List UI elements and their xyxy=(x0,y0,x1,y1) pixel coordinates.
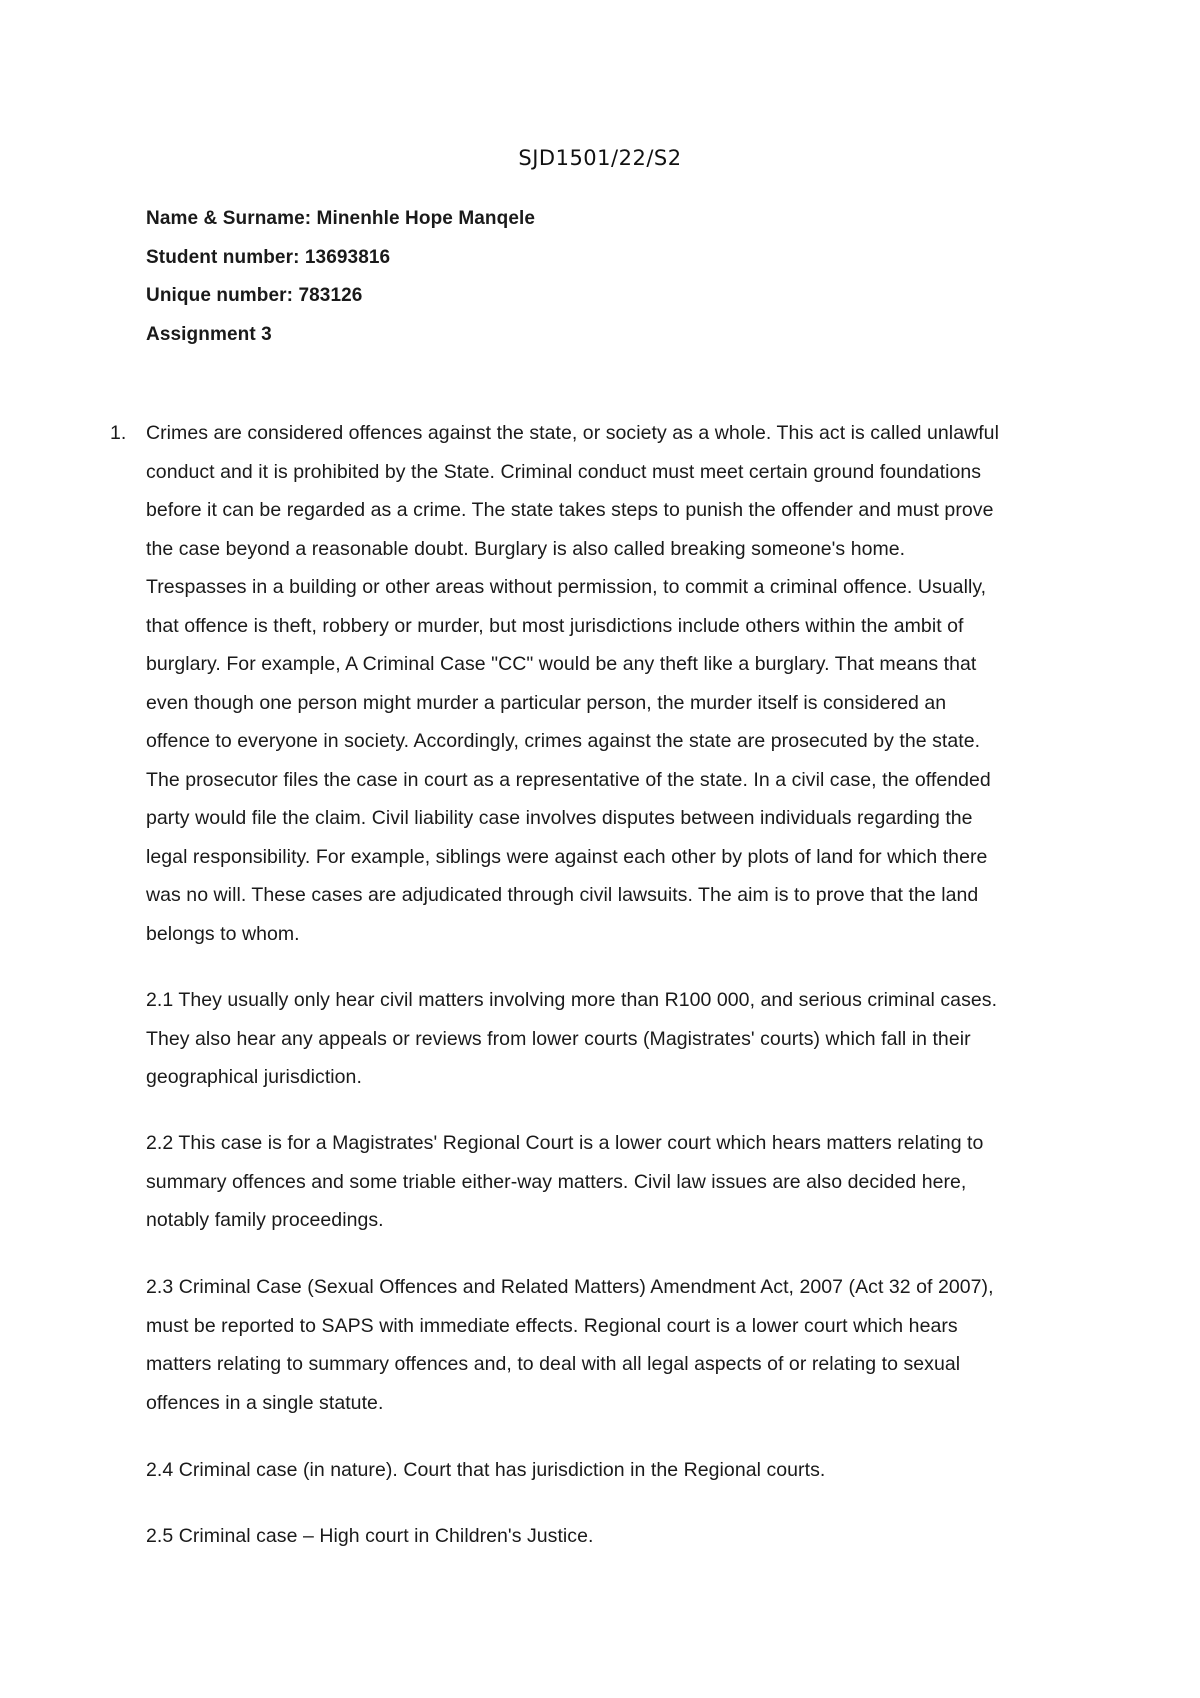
question-1-number: 1. xyxy=(110,422,127,444)
text-line: even though one person might murder a particular person, the murder itself is considered an xyxy=(146,691,947,714)
name-surname: Name & Surname: Minenhle Hope Manqele xyxy=(146,208,536,229)
text-line: party would file the claim. Civil liability case involves disputes between individuals regarding the xyxy=(146,807,973,829)
text-line: 2.3 Criminal Case (Sexual Offences and Related Matters) Amendment Act, 2007 (Act 32 of 2007), xyxy=(146,1276,994,1298)
text-line: They also hear any appeals or reviews from lower courts (Magistrates' courts) which fall in their xyxy=(146,1027,971,1050)
question-1-answer xyxy=(146,414,1121,953)
student-number: Student number: 13693816 xyxy=(146,246,391,268)
text-line: 2.4 Criminal case (in nature). Court that has jurisdiction in the Regional courts. xyxy=(146,1459,826,1481)
answer-2-3 xyxy=(146,1268,1121,1422)
text-line: geographical jurisdiction. xyxy=(146,1066,362,1088)
answer-2-5 xyxy=(146,1517,1121,1556)
text-line: Trespasses in a building or other areas without permission, to commit a criminal offence. Usually, xyxy=(146,576,987,598)
assignment-title: Assignment 3 xyxy=(146,323,272,345)
text-line: matters relating to summary offences and, to deal with all legal aspects of or relating to sexual xyxy=(146,1353,961,1375)
text-line: belongs to whom. xyxy=(146,922,300,945)
text-line: notably family proceedings. xyxy=(146,1209,384,1231)
text-line: offence to everyone in society. Accordingly, crimes against the state are prosecuted by the state. xyxy=(146,730,981,752)
text-line: that offence is theft, robbery or murder, but most jurisdictions include others within the ambit of xyxy=(146,614,964,637)
text-line: summary offences and some triable either-way matters. Civil law issues are also decided here, xyxy=(146,1170,967,1193)
text-line: legal responsibility. For example, siblings were against each other by plots of land for which there xyxy=(146,845,988,868)
answer-2-2 xyxy=(146,1124,1121,1240)
text-line: was no will. These cases are adjudicated through civil lawsuits. The aim is to prove that the land xyxy=(146,884,979,906)
student-details xyxy=(146,200,1046,354)
text-line: The prosecutor files the case in court as a representative of the state. In a civil case, the offended xyxy=(146,768,991,791)
text-line: offences in a single statute. xyxy=(146,1391,384,1414)
document-code: SJD1501/22/S2 xyxy=(518,146,682,170)
text-line: conduct and it is prohibited by the State. Criminal conduct must meet certain ground foundations xyxy=(146,460,982,483)
text-line: 2.2 This case is for a Magistrates' Regional Court is a lower court which hears matters relating to xyxy=(146,1132,984,1154)
answer-2-4 xyxy=(146,1451,1121,1490)
unique-number: Unique number: 783126 xyxy=(146,285,363,306)
answer-2-1 xyxy=(146,981,1121,1097)
text-line: Crimes are considered offences against the state, or society as a whole. This act is called unlawful xyxy=(146,422,999,444)
text-line: the case beyond a reasonable doubt. Burglary is also called breaking someone's home. xyxy=(146,537,906,560)
text-line: before it can be regarded as a crime. The state takes steps to punish the offender and must prove xyxy=(146,499,994,521)
text-line: must be reported to SAPS with immediate effects. Regional court is a lower court which hears xyxy=(146,1314,958,1337)
text-line: burglary. For example, A Criminal Case "CC" would be any theft like a burglary. That means that xyxy=(146,653,977,675)
text-line: 2.1 They usually only hear civil matters involving more than R100 000, and serious criminal cases. xyxy=(146,989,998,1011)
text-line: 2.5 Criminal case – High court in Children's Justice. xyxy=(146,1525,594,1547)
